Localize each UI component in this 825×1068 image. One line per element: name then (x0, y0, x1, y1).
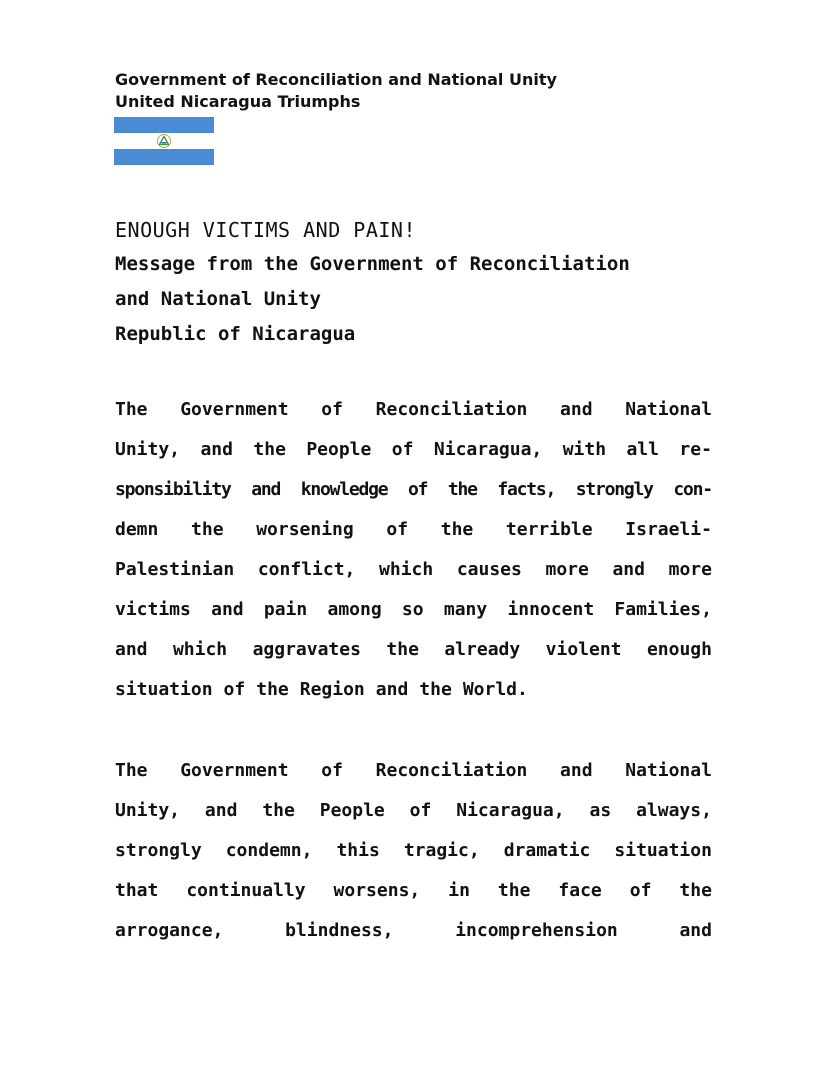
paragraph-line: Unity, and the People of Nicaragua, as always, (115, 800, 712, 821)
letterhead (115, 69, 557, 113)
nicaragua-flag-icon (114, 117, 214, 165)
letterhead-org-name: Government of Reconciliation and National Unity (115, 70, 557, 89)
letterhead-slogan: United Nicaragua Triumphs (115, 92, 361, 111)
flag-emblem-icon (156, 133, 172, 149)
paragraph-line: arrogance, blindness, incomprehension and (115, 920, 712, 941)
paragraph-line: and which aggravates the already violent enough (115, 639, 712, 660)
message-title-block (115, 213, 630, 352)
paragraph-line: Palestinian conflict, which causes more and more (115, 559, 712, 580)
paragraph-line: Unity, and the People of Nicaragua, with all re- (115, 439, 712, 460)
paragraph-line: sponsibility and knowledge of the facts, strongly con- (115, 479, 712, 500)
paragraph-line: The Government of Reconciliation and National (115, 760, 712, 781)
message-subtitle-line: Republic of Nicaragua (115, 323, 356, 345)
paragraph-line: strongly condemn, this tragic, dramatic situation (115, 840, 712, 861)
message-subtitle-line: Message from the Government of Reconciliation (115, 253, 630, 275)
paragraph-line: that continually worsens, in the face of the (115, 880, 712, 901)
message-title: ENOUGH VICTIMS AND PAIN! (115, 218, 416, 242)
paragraph-line: victims and pain among so many innocent Families, (115, 599, 712, 620)
paragraph-line: demn the worsening of the terrible Israeli- (115, 519, 712, 540)
paragraph-line: situation of the Region and the World. (115, 679, 528, 700)
body-paragraph (115, 751, 712, 951)
body-paragraph (115, 390, 712, 710)
message-subtitle-line: and National Unity (115, 288, 321, 310)
paragraph-line: The Government of Reconciliation and National (115, 399, 712, 420)
flag-bottom-band (114, 149, 214, 165)
flag-top-band (114, 117, 214, 133)
